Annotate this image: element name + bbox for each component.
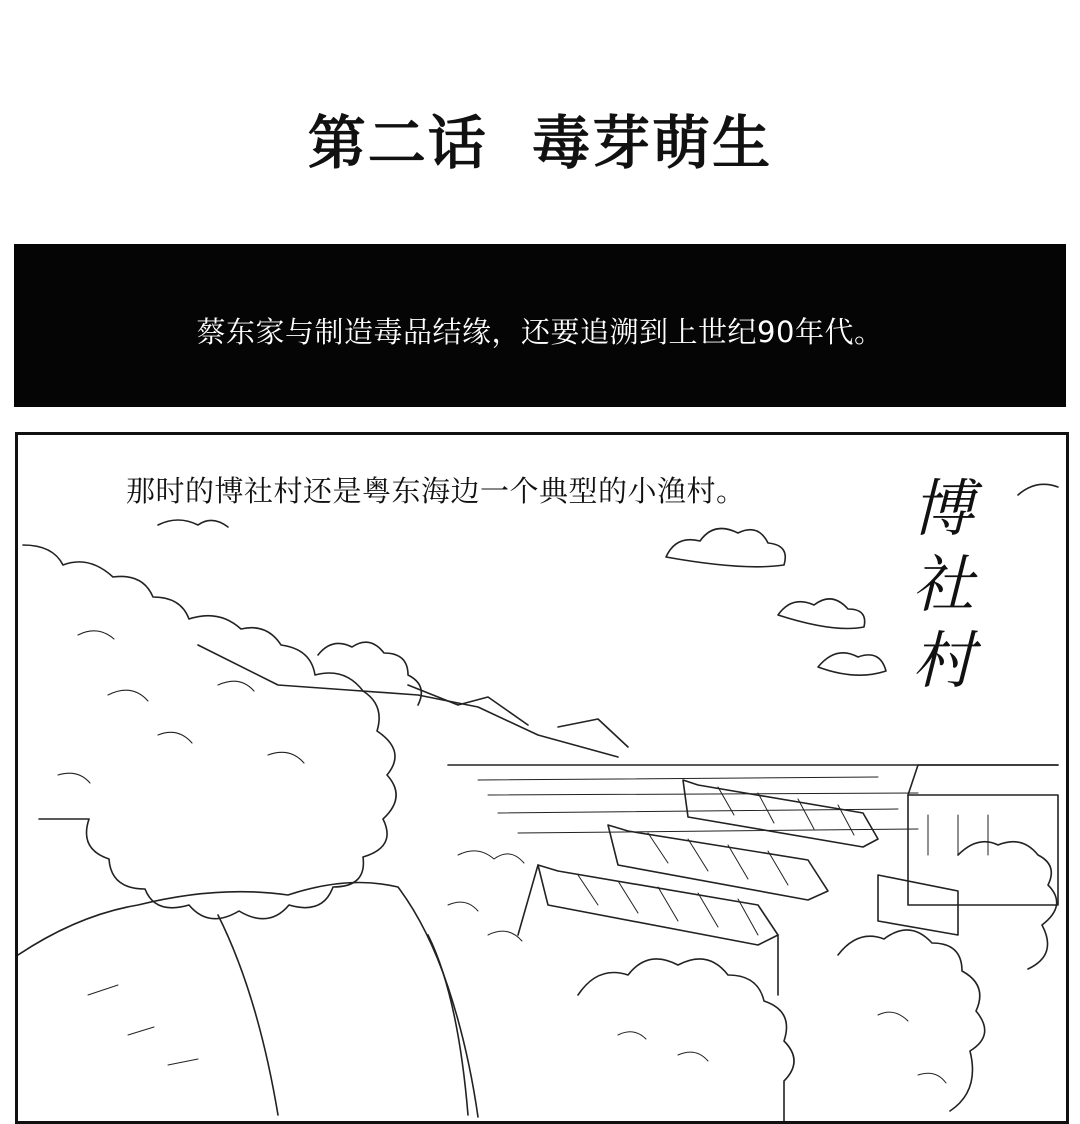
comic-panel (15, 432, 1069, 1124)
narration-text: 蔡东家与制造毒品结缘，还要追溯到上世纪90年代。 (196, 315, 884, 349)
panel-caption: 那时的博社村还是粤东海边一个典型的小渔村。 (126, 474, 746, 508)
narration-band (14, 244, 1066, 407)
place-name-char: 博 (911, 472, 974, 545)
place-name-char: 村 (911, 624, 974, 697)
place-name-calligraphy (898, 471, 988, 699)
place-name-char: 社 (911, 548, 974, 621)
chapter-title: 第二话 毒芽萌生 (307, 109, 773, 177)
